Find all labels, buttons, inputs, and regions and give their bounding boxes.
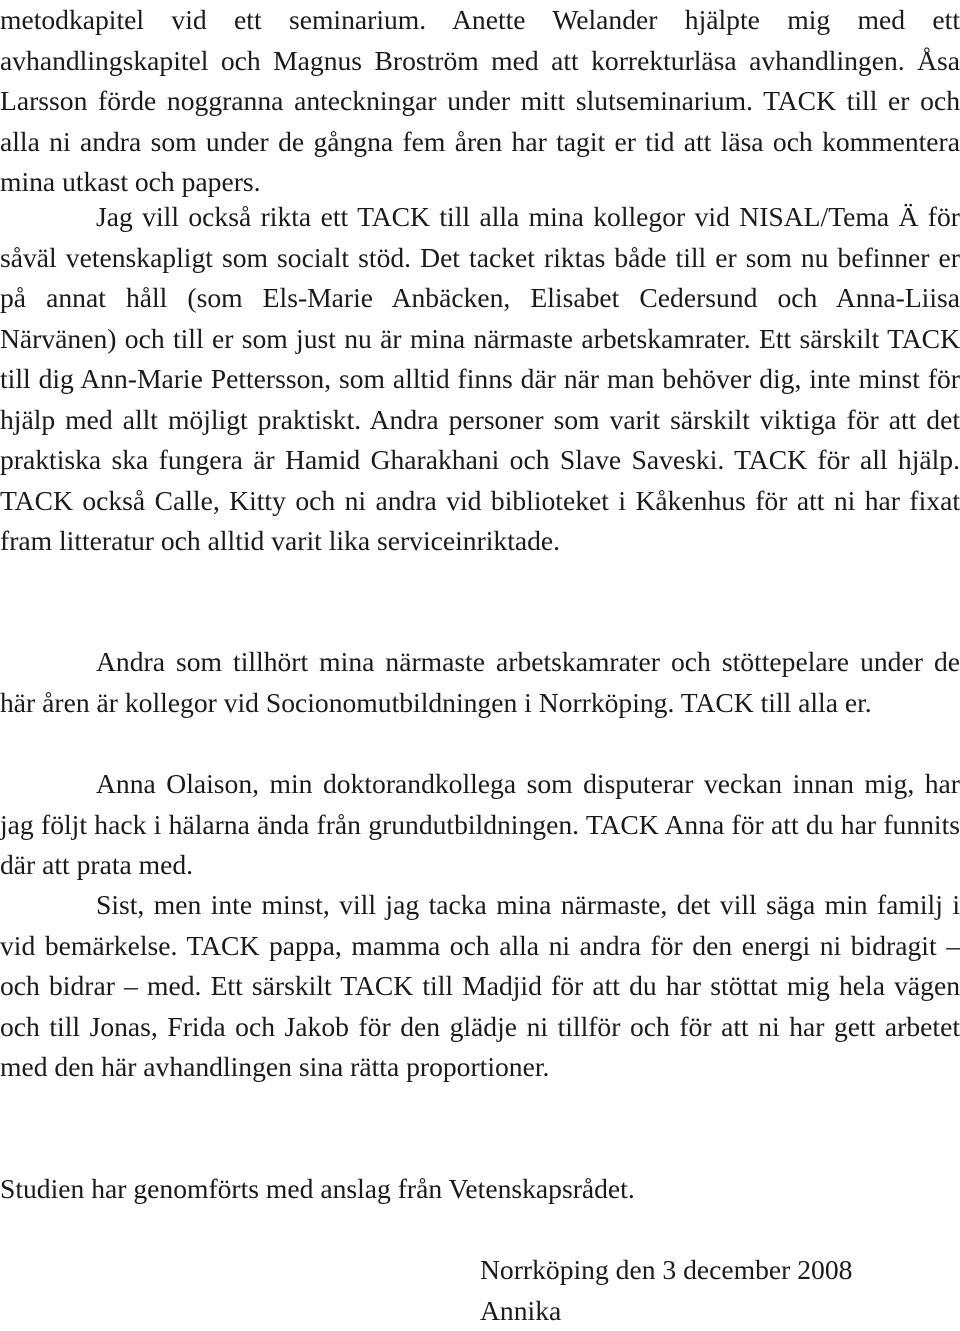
place-date: Norrköping den 3 december 2008: [480, 1250, 940, 1291]
signature-block: [480, 1250, 940, 1331]
paragraph-3: Andra som tillhört mina närmaste arbetskamrater och stöttepelare under de här åren är kollegor vid Socionomutbildningen i Norrköping. TACK till alla er.: [0, 642, 960, 723]
paragraph-1: metodkapitel vid ett seminarium. Anette Welander hjälpte mig med ett avhandlingskapitel och Magnus Broström med att korrekturläsa avhandlingen. Åsa Larsson förde noggranna anteckningar under mitt slutseminarium. TACK till er och alla ni andra som under de gångna fem åren har tagit er tid att läsa och kommentera mina utkast och papers.: [0, 0, 960, 203]
funding-statement: Studien har genomförts med anslag från Vetenskapsrådet.: [0, 1169, 960, 1210]
paragraph-4: Anna Olaison, min doktorandkollega som disputerar veckan innan mig, har jag följt hack i hälarna ända från grundutbildningen. TACK Anna för att du har funnits där att prata med.: [0, 764, 960, 886]
paragraph-2: Jag vill också rikta ett TACK till alla mina kollegor vid NISAL/Tema Ä för såväl vetenskapligt som socialt stöd. Det tacket riktas både till er som nu befinner er på annat håll (som Els-Marie Anbäcken, Elisabet Cedersund och Anna-Liisa Närvänen) och till er som just nu är mina närmaste arbetskamrater. Ett särskilt TACK till dig Ann-Marie Pettersson, som alltid finns där när man behöver dig, inte minst för hjälp med allt möjligt praktiskt. Andra personer som varit särskilt viktiga för att det praktiska ska fungera är Hamid Gharakhani och Slave Saveski. TACK för all hjälp. TACK också Calle, Kitty och ni andra vid biblioteket i Kåkenhus för att ni har fixat fram litteratur och alltid varit lika serviceinriktade.: [0, 197, 960, 562]
author-name: Annika: [480, 1291, 940, 1331]
paragraph-5: Sist, men inte minst, vill jag tacka mina närmaste, det vill säga min familj i vid bemärkelse. TACK pappa, mamma och alla ni andra för den energi ni bidragit – och bidrar – med. Ett särskilt TACK till Madjid för att du har stöttat mig hela vägen och till Jonas, Frida och Jakob för den glädje ni tillför och för att ni har gett arbetet med den här avhandlingen sina rätta proportioner.: [0, 885, 960, 1088]
